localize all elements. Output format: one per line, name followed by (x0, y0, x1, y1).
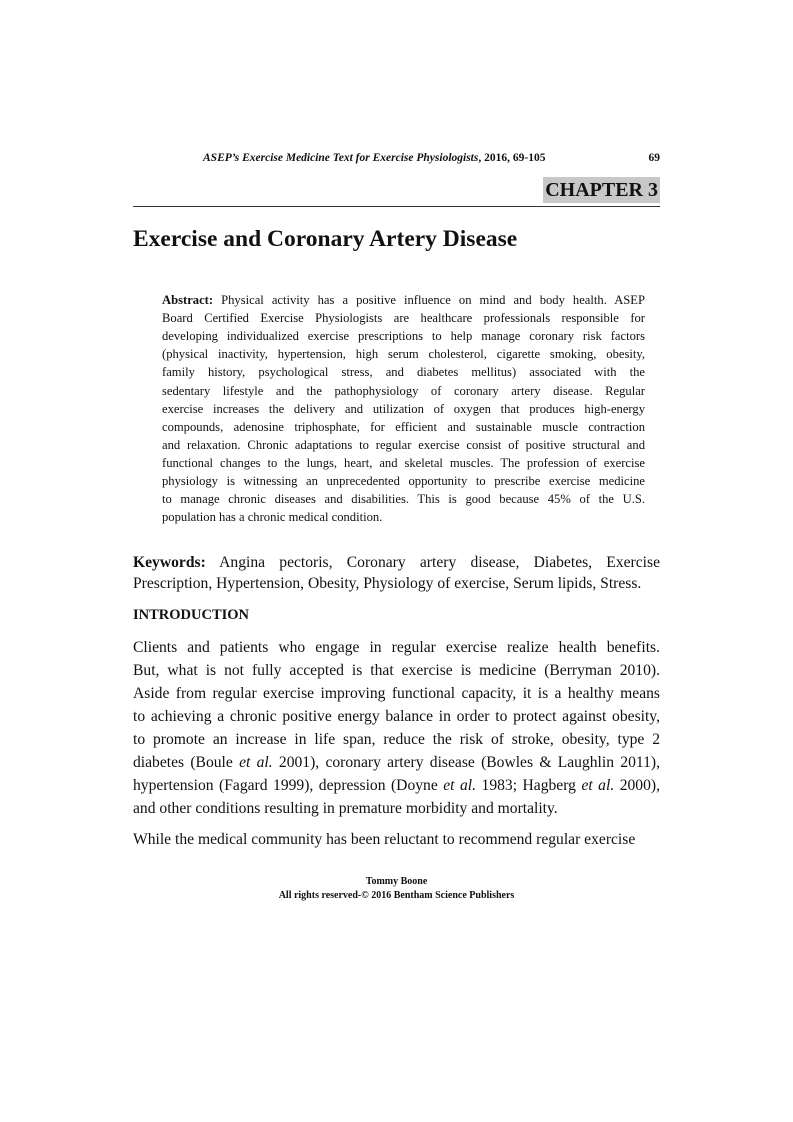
text-segment: 2001), coronary artery disease (Bowles & Laughlin 2011), (272, 754, 660, 771)
text-segment: Clients and patients who engage in regular exercise realize health benefits. (133, 639, 660, 656)
text-segment: 2000), (614, 777, 660, 794)
text-line (133, 659, 660, 682)
chapter-label: CHAPTER 3 (545, 179, 658, 201)
running-head-title (203, 152, 545, 164)
text-segment: hypertension (Fagard 1999), depression (Doyne (133, 777, 444, 794)
text-line (162, 418, 645, 436)
text-segment: Angina pectoris, Coronary artery disease, Diabetes, Exercise (205, 554, 660, 571)
text-line (162, 508, 645, 526)
text-segment: functional changes to the lungs, heart, and skeletal muscles. The profession of exercise (162, 455, 645, 470)
footer-author: Tommy Boone (365, 876, 428, 887)
paragraph-line: While the medical community has been reluctant to recommend regular exercise (133, 831, 636, 848)
footer-rights: All rights reserved-© 2016 Bentham Science Publishers (278, 890, 515, 901)
text-line (162, 454, 645, 472)
text-line (133, 551, 660, 574)
text-segment: to promote an increase in life span, reduce the risk of stroke, obesity, type 2 (133, 731, 660, 748)
text-line (162, 327, 645, 345)
text-segment: But, what is not fully accepted is that exercise is medicine (Berryman 2010). (133, 662, 660, 679)
journal-title: ASEP’s Exercise Medicine Text for Exercise Physiologists (203, 152, 479, 164)
text-segment: (physical inactivity, hypertension, high serum cholesterol, cigarette smoking, obesity, (162, 347, 645, 362)
text-line (133, 572, 660, 595)
text-line (133, 728, 660, 751)
text-segment: 1983; Hagberg (476, 777, 582, 794)
text-segment: exercise increases the delivery and utilization of oxygen that produces high-energy (162, 401, 645, 416)
text-line (162, 363, 645, 381)
text-segment: Aside from regular exercise improving functional capacity, it is a healthy means (133, 685, 660, 702)
page-number: 69 (648, 152, 660, 164)
text-segment: et al. (581, 777, 615, 794)
text-segment: and other conditions resulting in premature morbidity and mortality. (133, 800, 558, 817)
text-line (133, 636, 660, 659)
journal-info: , 2016, 69-105 (478, 152, 546, 164)
text-segment: and relaxation. Chronic adaptations to regular exercise consist of positive structural and (162, 437, 645, 452)
text-line (162, 345, 645, 363)
text-line (133, 705, 660, 728)
chapter-title: Exercise and Coronary Artery Disease (133, 226, 518, 252)
text-segment: population has a chronic medical condition. (162, 510, 383, 525)
text-line (162, 291, 645, 309)
text-line (162, 382, 645, 400)
text-line (162, 400, 645, 418)
text-line (133, 751, 660, 774)
section-heading: INTRODUCTION (133, 607, 250, 623)
text-segment: to achieving a chronic positive energy balance in order to protect against obesity, (133, 708, 660, 725)
text-line (162, 490, 645, 508)
text-line (162, 309, 645, 327)
text-line (133, 774, 660, 797)
text-segment: Board Certified Exercise Physiologists are healthcare professionals responsible for (162, 311, 645, 326)
text-line (133, 797, 660, 820)
text-segment: family history, psychological stress, and diabetes mellitus) associated with the (162, 365, 645, 380)
label: Keywords: (133, 554, 206, 571)
text-line (162, 436, 645, 454)
header-divider (133, 206, 660, 207)
text-segment: physiology is witnessing an unprecedented opportunity to prescribe exercise medicine (162, 474, 645, 488)
text-segment: developing individualized exercise prescriptions to help manage coronary risk factors (162, 329, 645, 344)
text-segment: et al. (239, 754, 273, 771)
text-segment: compounds, adenosine triphosphate, for efficient and sustainable muscle contraction (162, 419, 645, 434)
text-line (133, 682, 660, 705)
text-segment: Prescription, Hypertension, Obesity, Physiology of exercise, Serum lipids, Stress. (133, 575, 642, 592)
text-line (162, 472, 645, 490)
text-segment: to manage chronic diseases and disabilities. This is good because 45% of the U.S. (162, 492, 645, 507)
text-segment: sedentary lifestyle and the pathophysiology of coronary artery disease. Regular (162, 383, 645, 398)
text-segment: diabetes (Boule (133, 754, 240, 771)
label: Abstract: (162, 293, 214, 307)
text-segment: et al. (443, 777, 477, 794)
text-segment: Physical activity has a positive influence on mind and body health. ASEP (213, 293, 645, 307)
